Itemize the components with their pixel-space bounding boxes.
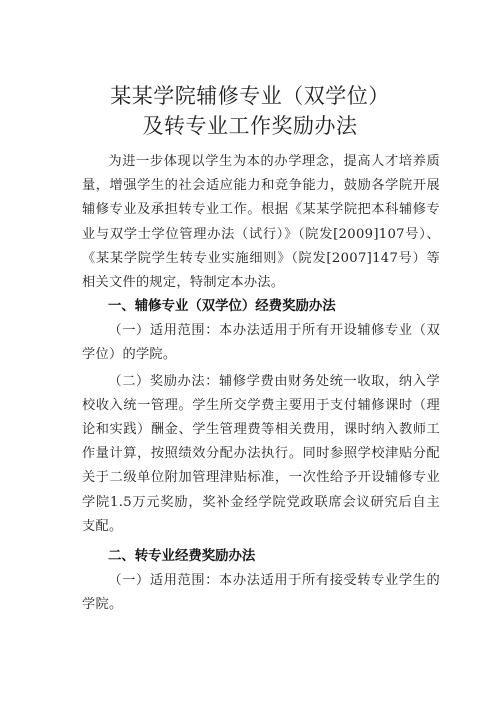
section2-scope-paragraph: （一）适用范围：本办法适用于所有接受转专业学生的学院。 bbox=[82, 573, 440, 613]
section2-heading: 二、转专业经费奖励办法 bbox=[108, 549, 256, 565]
section1-reward-paragraph: （二）奖励办法：辅修学费由财务处统一收取，纳入学校收入统一管理。学生所交学费主要用于支付辅修课时（理论和实践）酬金、学生管理费等相关费用，课时纳入教师工作量计算，按照绩效分配办法执行。同时参照学校津贴分配关于二级单位附加管理津贴标准，一次性给予开设辅修专业学院1.5万元奖励，奖补金经学院党政联席会议研究后自主支配。 bbox=[82, 373, 440, 534]
document-title-line1: 某某学院辅修专业（双学位） bbox=[110, 84, 390, 108]
intro-paragraph: 为进一步体现以学生为本的办学理念，提高人才培养质量，增强学生的社会适应能力和竞争能力，鼓励各学院开展辅修专业及承担转专业工作。根据《某某学院把本科辅修专业与双学士学位管理办法（试行）》（院发[2009]107号）、《某某学院学生转专业实施细则》（院发[2007]147号）等相关文件的规定，特制定本办法。 bbox=[82, 154, 440, 291]
section1-heading: 一、辅修专业（双学位）经费奖励办法 bbox=[108, 299, 336, 315]
section1-scope-paragraph: （一）适用范围：本办法适用于所有开设辅修专业（双学位）的学院。 bbox=[82, 323, 440, 363]
document-title-line2: 及转专业工作奖励办法 bbox=[142, 114, 358, 138]
document-body bbox=[82, 150, 440, 617]
